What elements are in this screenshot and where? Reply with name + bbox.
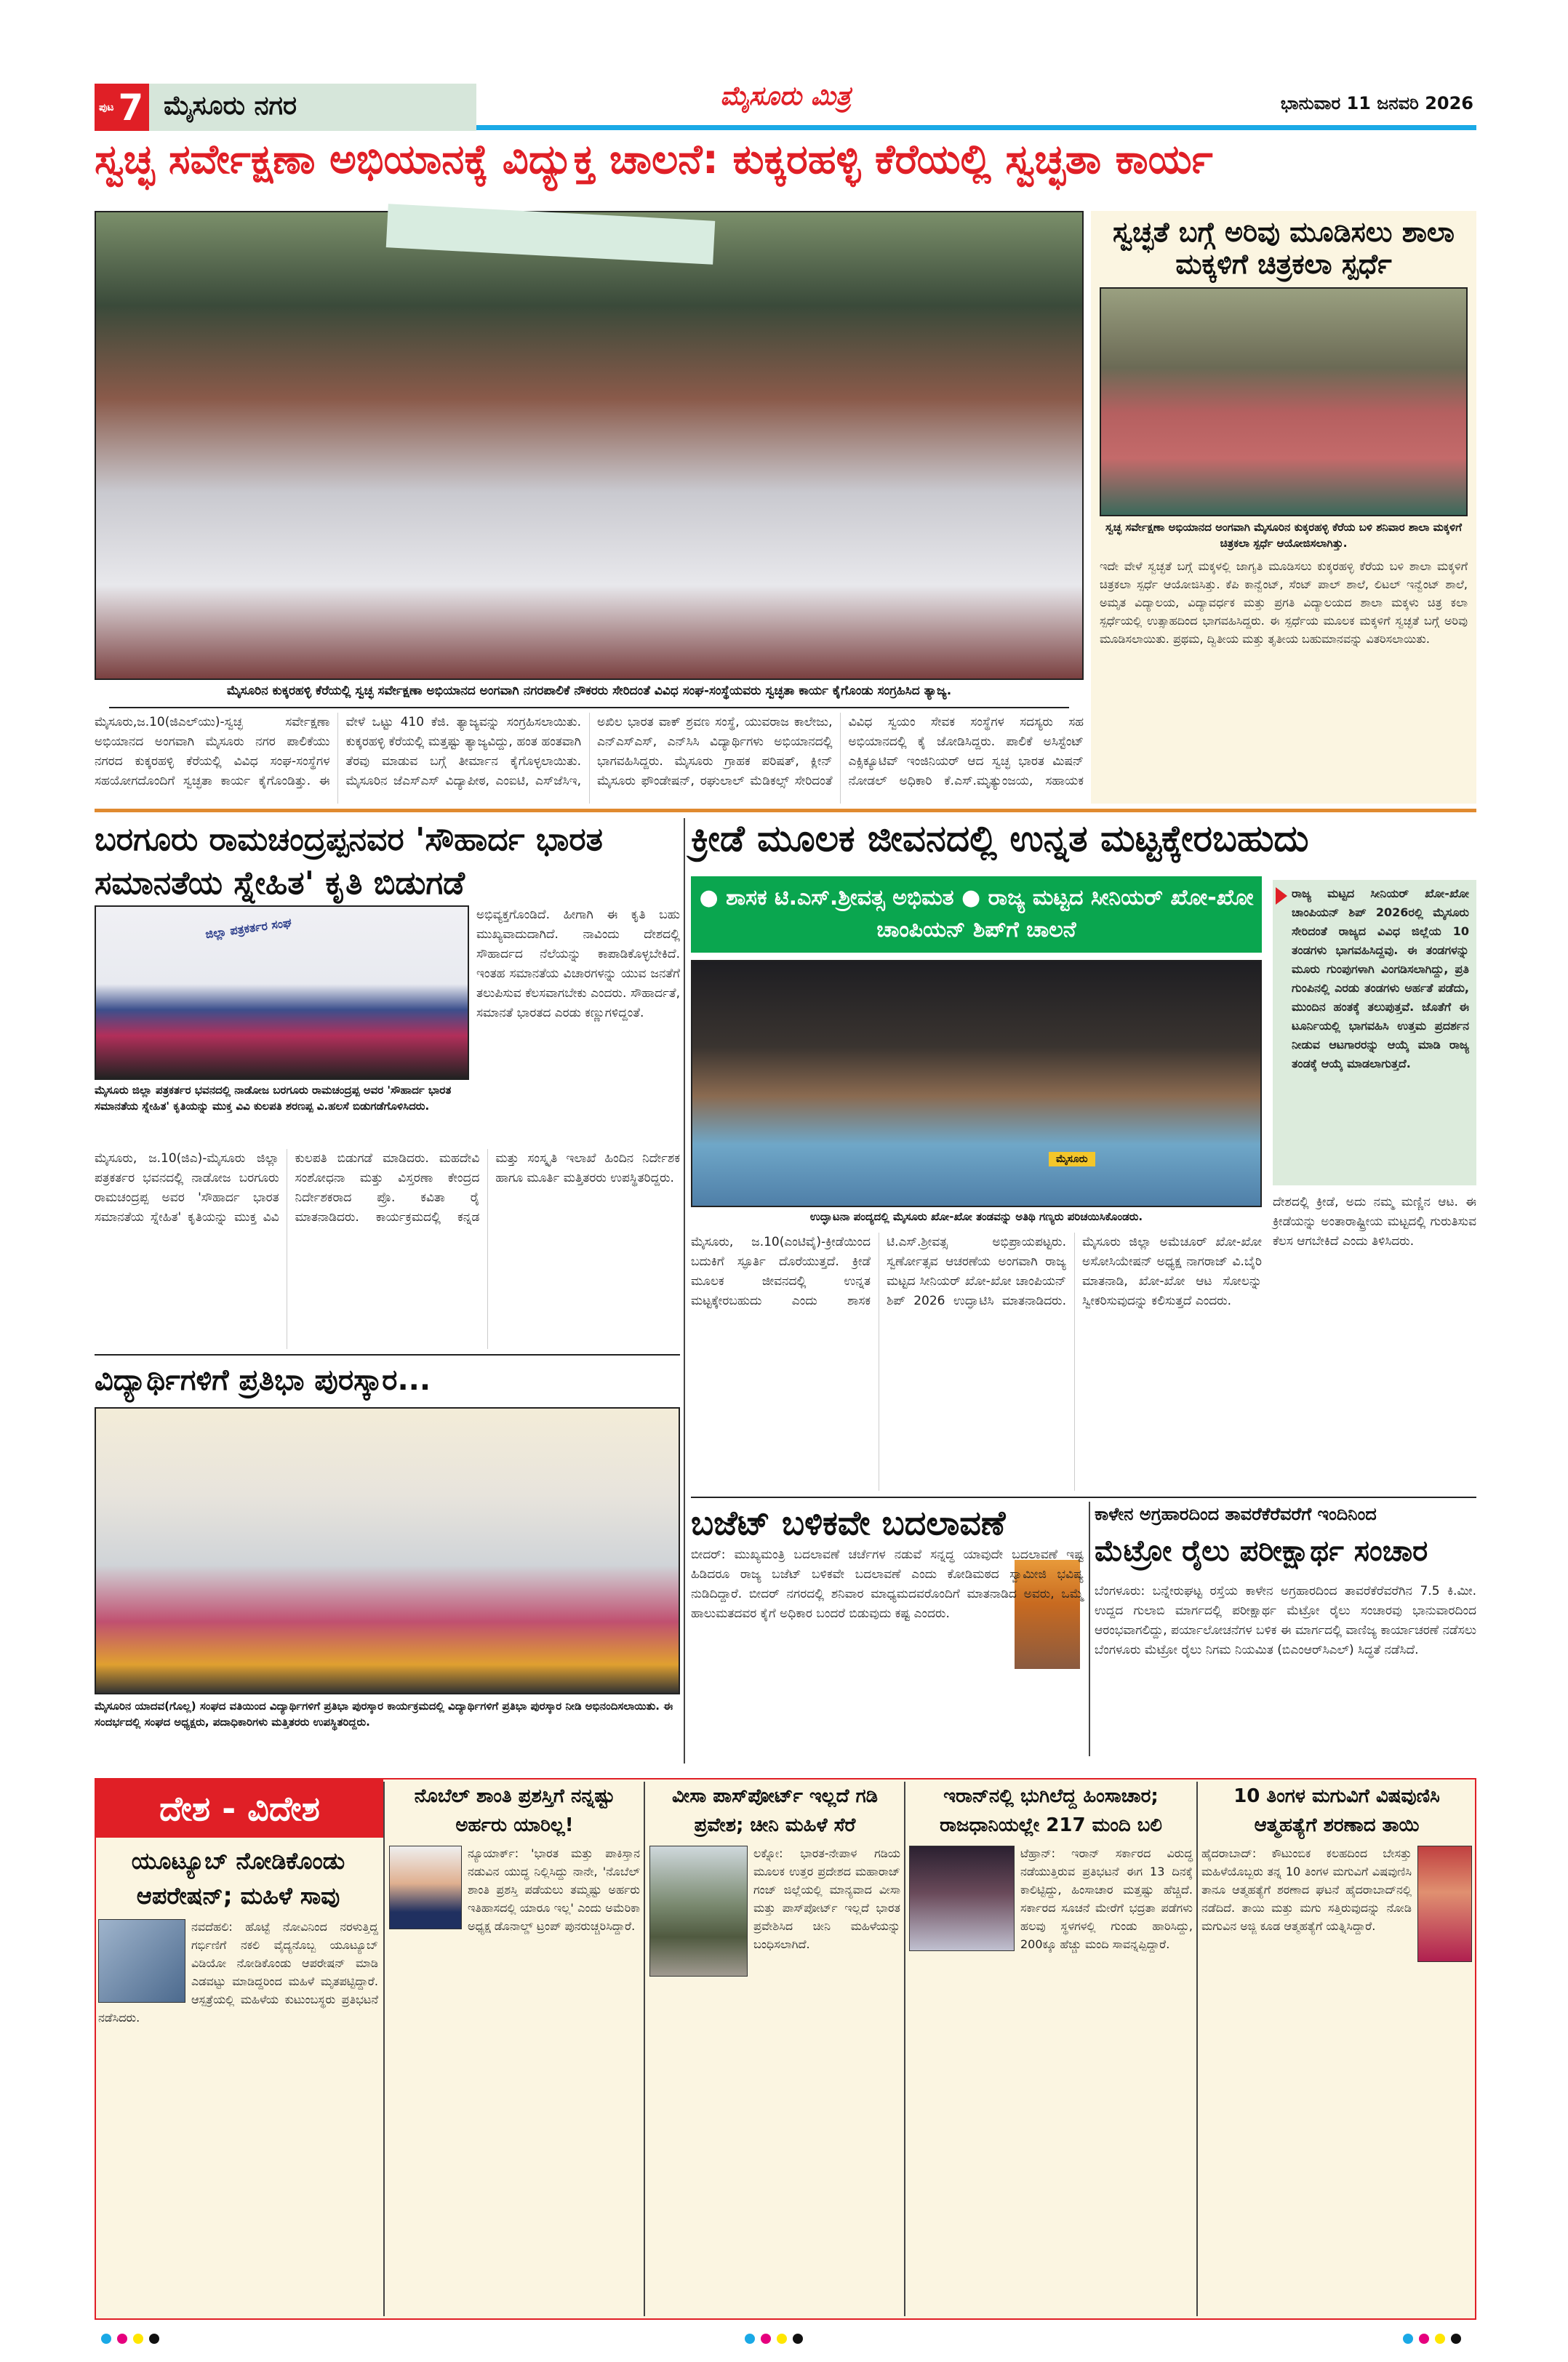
story-headline: ನೊಬೆಲ್ ಶಾಂತಿ ಪ್ರಶಸ್ತಿಗೆ ನನ್ನಷ್ಟು ಅರ್ಹರು ಯಾರಿಲ್ಲ!: [414, 1785, 615, 1836]
red-arrow-icon: [1276, 887, 1287, 905]
desh-videsh-label: ದೇಶ - ವಿದೇಶ: [96, 1779, 383, 1838]
book-photo-banner: ಜಿಲ್ಲಾ ಪತ್ರಕರ್ತರ ಸಂಘ: [204, 915, 292, 942]
story-body: ನ್ಯೂಯಾರ್ಕ್: 'ಭಾರತ ಮತ್ತು ಪಾಕಿಸ್ತಾನ ನಡುವಿನ ಯುದ್ಧ ನಿಲ್ಲಿಸಿದ್ದು ನಾನೇ, 'ನೊಬೆಲ್ ಶಾಂತಿ ಪ್ರಶಸ್ತಿ ಪಡೆಯಲು ತಮ್ಮಷ್ಟು ಅರ್ಹರು ಇತಿಹಾಸದಲ್ಲಿ ಯಾರೂ ಇಲ್ಲ' ಎಂದು ಅಮೆರಿಕಾ ಅಧ್ಯಕ್ಷ ಡೊನಾಲ್ಡ್ ಟ್ರಂಪ್ ಪುನರುಚ್ಚರಿಸಿದ್ದಾರೆ.: [468, 1846, 640, 1933]
sports-subhead-box: [691, 876, 1262, 953]
story-body: ಹೈದರಾಬಾದ್: ಕೌಟುಂಬಿಕ ಕಲಹದಿಂದ ಬೇಸತ್ತು ಮಹಿಳೆಯೊಬ್ಬರು ತನ್ನ 10 ತಿಂಗಳ ಮಗುವಿಗೆ ವಿಷವುಣಿಸಿ ತಾನೂ ಆತ್ಮಹತ್ಯೆಗೆ ಶರಣಾದ ಘಟನೆ ಹೈದರಾಬಾದ್‌ನಲ್ಲಿ ನಡೆದಿದೆ. ತಾಯಿ ಮತ್ತು ಮಗು ಸತ್ತಿರುವುದನ್ನು ನೋಡಿ ಮಗುವಿನ ಅಜ್ಜಿ ಕೂಡ ಆತ್ಮಹತ್ಯೆಗೆ ಯತ್ನಿಸಿದ್ದಾರೆ.: [1201, 1846, 1412, 1933]
section-title: ಮೈಸೂರು ನಗರ: [149, 84, 476, 131]
metro-kicker: ಕಾಳೇನ ಅಗ್ರಹಾರದಿಂದ ತಾವರೆಕೆರೆವರೆಗೆ ಇಂದಿನಿಂದ: [1095, 1504, 1377, 1524]
side-caption: ಸ್ವಚ್ಛ ಸರ್ವೇಕ್ಷಣಾ ಅಭಿಯಾನದ ಅಂಗವಾಗಿ ಮೈಸೂರಿನ ಕುಕ್ಕರಹಳ್ಳಿ ಕೆರೆಯ ಬಳಿ ಶನಿವಾರ ಶಾಲಾ ಮಕ್ಕಳಿಗೆ ಚಿತ್ರಕಲಾ ಸ್ಪರ್ಧೆ ಆಯೋಜಿಸಲಾಗಿತ್ತು.: [1105, 521, 1462, 551]
lead-body: ಮೈಸೂರು,ಜ.10(ಜಿಎಲ್‌ಯು)-ಸ್ವಚ್ಛ ಸರ್ವೇಕ್ಷಣಾ ಅಭಿಯಾನದ ಅಂಗವಾಗಿ ಮೈಸೂರು ನಗರ ಪಾಲಿಕೆಯು ನಗರದ ಕುಕ್ಕರಹಳ್ಳಿ ಕೆರೆಯಲ್ಲಿ ವಿವಿಧ ಸಂಘ-ಸಂಸ್ಥೆಗಳ ಸಹಯೋಗದೊಂದಿಗೆ ಸ್ವಚ್ಛತಾ ಕಾರ್ಯ ಕೈಗೊಂಡಿತ್ತು. ಈ ವೇಳೆ ಒಟ್ಟು 410 ಕೆಜಿ. ತ್ಯಾಜ್ಯವನ್ನು ಸಂಗ್ರಹಿಸಲಾಯಿತು. ಕುಕ್ಕರಹಳ್ಳಿ ಕೆರೆಯಲ್ಲಿ ಮತ್ತಷ್ಟು ತ್ಯಾಜ್ಯವಿದ್ದು, ಹಂತ ಹಂತವಾಗಿ ತೆರವು ಮಾಡುವ ಬಗ್ಗೆ ತೀರ್ಮಾನ ಕೈಗೊಳ್ಳಲಾಯಿತು. ಮೈಸೂರಿನ ಜೆಎಸ್‌ಎಸ್ ವಿದ್ಯಾಪೀಠ, ಎಂಐಟಿ, ಎಸ್‌ಜೆಸಿಇ, ಅಖಿಲ ಭಾರತ ವಾಕ್ ಶ್ರವಣ ಸಂಸ್ಥೆ, ಯುವರಾಜ ಕಾಲೇಜು, ಎನ್‌ಎಸ್‌ಎಸ್, ಎನ್‌ಸಿಸಿ ವಿದ್ಯಾರ್ಥಿಗಳು ಅಭಿಯಾನದಲ್ಲಿ ಭಾಗವಹಿಸಿದ್ದರು. ಮೈಸೂರು ಗ್ರಾಹಕ ಪರಿಷತ್, ಕ್ಲೀನ್ ಮೈಸೂರು ಫೌಂಡೇಷನ್, ರಘುಲಾಲ್ ಮೆಡಿಕಲ್ಸ್ ಸೇರಿದಂತೆ ವಿವಿಧ ಸ್ವಯಂ ಸೇವಕ ಸಂಸ್ಥೆಗಳ ಸದಸ್ಯರು ಸಹ ಅಭಿಯಾನದಲ್ಲಿ ಕೈ ಜೋಡಿಸಿದ್ದರು. ಪಾಲಿಕೆ ಅಸಿಸ್ಟೆಂಟ್ ಎಕ್ಸಿಕ್ಯೂಟಿವ್ ಇಂಜಿನಿಯರ್ ಆದ ಸ್ವಚ್ಛ ಭಾರತ ಮಿಷನ್ ನೋಡಲ್ ಅಧಿಕಾರಿ ಕೆ.ಎಸ್.ಮೃತ್ಯುಂಜಯ, ಸಹಾಯಕ: [95, 715, 1084, 788]
bottom-story-2: [389, 1782, 640, 2313]
column-divider: [684, 818, 685, 1764]
book-caption: ಮೈಸೂರು ಜಿಲ್ಲಾ ಪತ್ರಕರ್ತರ ಭವನದಲ್ಲಿ ನಾಡೋಜ ಬರಗೂರು ರಾಮಚಂದ್ರಪ್ಪ ಅವರ 'ಸೌಹಾರ್ದ ಭಾರತ ಸಮಾನತೆಯ ಸ್ನೇಹಿತ' ಕೃತಿಯನ್ನು ಮುಕ್ತ ವಿವಿ ಕುಲಪತಿ ಶರಣಪ್ಪ ವಿ.ಹಲಸೆ ಬಿಡುಗಡೆಗೊಳಿಸಿದರು.: [95, 1084, 452, 1113]
sports-side-body: ದೇಶದಲ್ಲಿ ಕ್ರೀಡೆ, ಅದು ನಮ್ಮ ಮಣ್ಣಿನ ಆಟ. ಈ ಕ್ರೀಡೆಯನ್ನು ಅಂತಾರಾಷ್ಟ್ರೀಯ ಮಟ್ಟದಲ್ಲಿ ಗುರುತಿಸುವ ಕೆಲಸ ಆಗಬೇಕಿದೆ ಎಂದು ತಿಳಿಸಿದರು.: [1273, 1195, 1476, 1249]
side-story: [1091, 211, 1476, 804]
registration-marks-right: [1400, 2333, 1464, 2347]
award-photo: [95, 1407, 680, 1694]
page-number-box: [95, 84, 149, 131]
soldier-photo: [649, 1846, 748, 1977]
registration-marks-center: [742, 2333, 806, 2347]
side-body: ಇದೇ ವೇಳೆ ಸ್ವಚ್ಛತೆ ಬಗ್ಗೆ ಮಕ್ಕಳಲ್ಲಿ ಜಾಗೃತಿ ಮೂಡಿಸಲು ಕುಕ್ಕರಹಳ್ಳಿ ಕೆರೆಯ ಬಳಿ ಶಾಲಾ ಮಕ್ಕಳಿಗೆ ಚಿತ್ರಕಲಾ ಸ್ಪರ್ಧೆ ಆಯೋಜಿಸಿತ್ತು. ಕೆಪಿ ಕಾನ್ವೆಂಟ್, ಸೆಂಟ್ ಪಾಲ್ ಶಾಲೆ, ಲಿಟಲ್ ಇನ್ವೆಂಟ್ ಶಾಲೆ, ಅಮೃತ ವಿದ್ಯಾಲಯ, ವಿದ್ಯಾವರ್ಧಕ ಮತ್ತು ಪ್ರಗತಿ ವಿದ್ಯಾಲಯದ ಶಾಲಾ ಮಕ್ಕಳು ಚಿತ್ರ ಕಲಾ ಸ್ಪರ್ಧೆಯಲ್ಲಿ ಉತ್ಸಾಹದಿಂದ ಭಾಗವಹಿಸಿದ್ದರು. ಈ ಸ್ಪರ್ಧೆಯ ಮೂಲಕ ಮಕ್ಕಳಿಗೆ ಸ್ವಚ್ಛತೆ ಬಗ್ಗೆ ಅರಿವು ಮೂಡಿಸಲಾಯಿತು. ಪ್ರಥಮ, ದ್ವಿತೀಯ ಮತ್ತು ತೃತೀಯ ಬಹುಮಾನವನ್ನು ವಿತರಿಸಲಾಯಿತು.: [1100, 559, 1468, 646]
protest-photo: [909, 1846, 1015, 1951]
story-headline: ಯೂಟ್ಯೂಬ್ ನೋಡಿಕೊಂಡು ಆಪರೇಷನ್; ಮಹಿಳೆ ಸಾವು: [131, 1847, 345, 1910]
budget-body: ಬೀದರ್: ಮುಖ್ಯಮಂತ್ರಿ ಬದಲಾವಣೆ ಚರ್ಚೆಗಳ ನಡುವೆ ಸನ್ನದ್ಧ ಯಾವುದೇ ಬದಲಾವಣೆ ಇಷ್ಟ ಹಿಡಿದರೂ ರಾಜ್ಯ ಬಜೆಟ್ ಬಳಿಕವೇ ಬದಲಾವಣೆ ಎಂದು ಕೋಡಿಮಠದ ಸ್ವಾಮೀಜಿ ಭವಿಷ್ಯ ನುಡಿದಿದ್ದಾರೆ. ಬೀದರ್ ನಗರದಲ್ಲಿ ಶನಿವಾರ ಮಾಧ್ಯಮದವರೊಂದಿಗೆ ಮಾತನಾಡಿದ ಅವರು, ಒಮ್ಮೆ ಹಾಲುಮತದವರ ಕೈಗೆ ಅಧಿಕಾರ ಬಂದರೆ ಬಿಡುವುದು ಕಷ್ಟ ಎಂದರು.: [691, 1548, 1084, 1621]
masthead-logo: ಮೈಸೂರು ಮಿತ್ರ: [720, 81, 851, 111]
budget-headline: ಬಜೆಟ್ ಬಳಿಕವೇ ಬದಲಾವಣೆ: [691, 1503, 1006, 1542]
bottom-story-4: [909, 1782, 1193, 2313]
book-headline: ಬರಗೂರು ರಾಮಚಂದ್ರಪ್ಪನವರ 'ಸೌಹಾರ್ದ ಭಾರತ ಸಮಾನತೆಯ ಸ್ನೇಹಿತ' ಕೃತಿ ಬಿಡುಗಡೆ: [95, 821, 603, 902]
registration-marks-left: [98, 2333, 162, 2347]
lead-caption: ಮೈಸೂರಿನ ಕುಕ್ಕರಹಳ್ಳಿ ಕೆರೆಯಲ್ಲಿ ಸ್ವಚ್ಛ ಸರ್ವೇಕ್ಷಣಾ ಅಭಿಯಾನದ ಅಂಗವಾಗಿ ನಗರಪಾಲಿಕೆ ನೌಕರರು ಸೇರಿದಂತೆ ವಿವಿಧ ಸಂಘ-ಸಂಸ್ಥೆಯವರು ಸ್ವಚ್ಛತಾ ಕಾರ್ಯ ಕೈಗೊಂಡು ಸಂಗ್ರಹಿಸಿದ ತ್ಯಾಜ್ಯ.: [226, 684, 952, 698]
book-body: ಮೈಸೂರು, ಜ.10(ಜಿಎ)-ಮೈಸೂರು ಜಿಲ್ಲಾ ಪತ್ರಕರ್ತರ ಭವನದಲ್ಲಿ ನಾಡೋಜ ಬರಗೂರು ರಾಮಚಂದ್ರಪ್ಪ ಅವರ 'ಸೌಹಾರ್ದ ಭಾರತ ಸಮಾನತೆಯ ಸ್ನೇಹಿತ' ಕೃತಿಯನ್ನು ಮುಕ್ತ ವಿವಿ ಕುಲಪತಿ ಬಿಡುಗಡೆ ಮಾಡಿದರು. ಮಹದೇವಿ ಸಂಶೋಧನಾ ಮತ್ತು ವಿಸ್ತರಣಾ ಕೇಂದ್ರದ ನಿರ್ದೇಶಕರಾದ ಪ್ರೊ. ಕವಿತಾ ರೈ ಮಾತನಾಡಿದರು. ಕಾರ್ಯಕ್ರಮದಲ್ಲಿ ಕನ್ನಡ ಮತ್ತು ಸಂಸ್ಕೃತಿ ಇಲಾಖೆ ಹಿಂದಿನ ನಿರ್ದೇಶಕ ಹಾಗೂ ಮೂರ್ತಿ ಮತ್ತಿತರರು ಉಪಸ್ಥಿತರಿದ್ದರು.: [95, 1151, 680, 1225]
story-body: ಟೆಹ್ರಾನ್: ಇರಾನ್ ಸರ್ಕಾರದ ವಿರುದ್ಧ ನಡೆಯುತ್ತಿರುವ ಪ್ರತಿಭಟನೆ ಈಗ 13 ದಿನಕ್ಕೆ ಕಾಲಿಟ್ಟಿದ್ದು, ಹಿಂಸಾಚಾರ ಮತ್ತಷ್ಟು ಹೆಚ್ಚಿದೆ. ಸರ್ಕಾರದ ಸೂಚನೆ ಮೇರೆಗೆ ಭದ್ರತಾ ಪಡೆಗಳು ಹಲವು ಸ್ಥಳಗಳಲ್ಲಿ ಗುಂಡು ಹಾರಿಸಿದ್ದು, 200ಕ್ಕೂ ಹೆಚ್ಚು ಮಂದಿ ಸಾವನ್ನಪ್ಪಿದ್ದಾರೆ.: [1020, 1846, 1193, 1951]
column-divider: [383, 1782, 385, 2316]
mother-photo: [1417, 1846, 1472, 1962]
award-caption: ಮೈಸೂರಿನ ಯಾದವ(ಗೊಲ್ಲ) ಸಂಘದ ವತಿಯಿಂದ ವಿದ್ಯಾರ್ಥಿಗಳಿಗೆ ಪ್ರತಿಭಾ ಪುರಸ್ಕಾರ ಕಾರ್ಯಕ್ರಮದಲ್ಲಿ ವಿದ್ಯಾರ್ಥಿಗಳಿಗೆ ಪ್ರತಿಭಾ ಪುರಸ್ಕಾರ ನೀಡಿ ಅಭಿನಂದಿಸಲಾಯಿತು. ಈ ಸಂದರ್ಭದಲ್ಲಿ ಸಂಘದ ಅಧ್ಯಕ್ಷರು, ಪದಾಧಿಕಾರಿಗಳು ಮತ್ತಿತರರು ಉಪಸ್ಥಿತರಿದ್ದರು.: [95, 1700, 673, 1729]
page-number: 7: [118, 86, 144, 129]
book-photo: [95, 905, 469, 1080]
page-label: ಪುಟ: [99, 101, 114, 113]
metro-headline: ಮೆಟ್ರೋ ರೈಲು ಪರೀಕ್ಷಾರ್ಥ ಸಂಚಾರ: [1095, 1534, 1428, 1568]
lead-photo: [95, 211, 1084, 680]
bottom-story-1: [98, 1843, 378, 2313]
book-side-text: ಅಭಿವ್ಯಕ್ತಗೊಂಡಿದೆ. ಹೀಗಾಗಿ ಈ ಕೃತಿ ಬಹು ಮುಖ್ಯವಾದುದಾಗಿದೆ. ನಾವಿಂದು ದೇಶದಲ್ಲಿ ಸೌಹಾರ್ದದ ನೆಲೆಯನ್ನು ಕಾಪಾಡಿಕೊಳ್ಳಬೇಕಿದೆ. ಇಂತಹ ಸಮಾನತೆಯ ವಿಚಾರಗಳನ್ನು ಯುವ ಜನತೆಗೆ ತಲುಪಿಸುವ ಕೆಲಸವಾಗಬೇಕು ಎಂದರು. ಸೌಹಾರ್ದತೆ, ಸಮಾನತೆ ಭಾರತದ ಎರಡು ಕಣ್ಣುಗಳಿದ್ದಂತೆ.: [476, 908, 680, 1020]
column-divider: [1089, 1502, 1090, 1756]
issue-date: ಭಾನುವಾರ 11 ಜನವರಿ 2026: [1280, 93, 1473, 113]
sports-subhead-1: ● ಶಾಸಕ ಟಿ.ಎಸ್.ಶ್ರೀವತ್ಸ ಅಭಿಮತ: [699, 885, 954, 910]
story-body: ನವದೆಹಲಿ: ಹೊಟ್ಟೆ ನೋವಿನಿಂದ ನರಳುತ್ತಿದ್ದ ಗರ್ಭಿಣಿಗೆ ನಕಲಿ ವೈದ್ಯನೊಬ್ಬ ಯೂಟ್ಯೂಬ್ ವಿಡಿಯೋ ನೋಡಿಕೊಂಡು ಆಪರೇಷನ್ ಮಾಡಿ ಎಡವಟ್ಟು ಮಾಡಿದ್ದರಿಂದ ಮಹಿಳೆ ಮೃತಪಟ್ಟಿದ್ದಾರೆ. ಆಸ್ಪತ್ರೆಯಲ್ಲಿ ಮಹಿಳೆಯ ಕುಟುಂಬಸ್ಥರು ಪ್ರತಿಭಟನೆ ನಡೆಸಿದರು.: [98, 1920, 378, 2025]
header-rule: [476, 125, 1476, 130]
sports-headline: ಕ್ರೀಡೆ ಮೂಲಕ ಜೀವನದಲ್ಲಿ ಉನ್ನತ ಮಟ್ಟಕ್ಕೇರಬಹುದು: [691, 817, 1309, 860]
divider: [691, 1497, 1476, 1498]
sports-highlight-box: [1273, 880, 1476, 1185]
sports-subhead-2: ● ರಾಜ್ಯ ಮಟ್ಟದ ಸೀನಿಯರ್ ಖೋ-ಖೋ ಚಾಂಪಿಯನ್ ಶಿಪ್‌ಗೆ ಚಾಲನೆ: [876, 885, 1254, 942]
story-photo: [98, 1919, 185, 2003]
column-divider: [904, 1782, 905, 2316]
trump-photo: [389, 1846, 462, 1929]
side-photo: [1100, 287, 1468, 516]
column-divider: [644, 1782, 645, 2316]
story-headline: 10 ತಿಂಗಳ ಮಗುವಿಗೆ ವಿಷವುಣಿಸಿ ಆತ್ಮಹತ್ಯೆಗೆ ಶರಣಾದ ತಾಯಿ: [1233, 1785, 1440, 1836]
bottom-story-5: [1201, 1782, 1472, 2313]
sports-photo: [691, 960, 1262, 1207]
lead-headline: ಸ್ವಚ್ಛ ಸರ್ವೇಕ್ಷಣಾ ಅಭಿಯಾನಕ್ಕೆ ವಿದ್ಯುಕ್ತ ಚಾಲನೆ: ಕುಕ್ಕರಹಳ್ಳಿ ಕೆರೆಯಲ್ಲಿ ಸ್ವಚ್ಛತಾ ಕಾರ್ಯ: [95, 136, 1213, 183]
story-headline: ಇರಾನ್‌ನಲ್ಲಿ ಭುಗಿಲೆದ್ದ ಹಿಂಸಾಚಾರ; ರಾಜಧಾನಿಯಲ್ಲೇ 217 ಮಂದಿ ಬಲಿ: [940, 1785, 1162, 1836]
section-rule: [95, 809, 1476, 812]
sports-body: ಮೈಸೂರು, ಜ.10(ಎಂಟಿವೈ)-ಕ್ರೀಡೆಯಿಂದ ಬದುಕಿಗೆ ಸ್ಫೂರ್ತಿ ದೊರೆಯುತ್ತದೆ. ಕ್ರೀಡೆ ಮೂಲಕ ಜೀವನದಲ್ಲಿ ಉನ್ನತ ಮಟ್ಟಕ್ಕೇರಬಹುದು ಎಂದು ಶಾಸಕ ಟಿ.ಎಸ್.ಶ್ರೀವತ್ಸ ಅಭಿಪ್ರಾಯಪಟ್ಟರು. ಸ್ವರ್ಣೋತ್ಸವ ಆಚರಣೆಯ ಅಂಗವಾಗಿ ರಾಜ್ಯ ಮಟ್ಟದ ಸೀನಿಯರ್ ಖೋ-ಖೋ ಚಾಂಪಿಯನ್ ಶಿಪ್ 2026 ಉದ್ಘಾಟಿಸಿ ಮಾತನಾಡಿದರು. ಮೈಸೂರು ಜಿಲ್ಲಾ ಅಮೆಚೂರ್ ಖೋ-ಖೋ ಅಸೋಸಿಯೇಷನ್ ಅಧ್ಯಕ್ಷ ನಾಗರಾಜ್ ವಿ.ಬೈರಿ ಮಾತನಾಡಿ, ಖೋ-ಖೋ ಆಟ ಸೋಲನ್ನು ಸ್ವೀಕರಿಸುವುದನ್ನು ಕಲಿಸುತ್ತದೆ ಎಂದರು.: [691, 1235, 1262, 1308]
side-headline: ಸ್ವಚ್ಛತೆ ಬಗ್ಗೆ ಅರಿವು ಮೂಡಿಸಲು ಶಾಲಾ ಮಕ್ಕಳಿಗೆ ಚಿತ್ರಕಲಾ ಸ್ಪರ್ಧೆ: [1113, 216, 1455, 280]
story-body: ಲಕ್ನೋ: ಭಾರತ-ನೇಪಾಳ ಗಡಿಯ ಮೂಲಕ ಉತ್ತರ ಪ್ರದೇಶದ ಮಹಾರಾಜ್ ಗಂಜ್ ಜಿಲ್ಲೆಯಲ್ಲಿ ಮಾನ್ಯವಾದ ವೀಸಾ ಮತ್ತು ಪಾಸ್‌ಪೋರ್ಟ್ ಇಲ್ಲದೆ ಭಾರತ ಪ್ರವೇಶಿಸಿದ ಚೀನಿ ಮಹಿಳೆಯನ್ನು ಬಂಧಿಸಲಾಗಿದೆ.: [753, 1846, 900, 1951]
divider: [95, 1354, 680, 1356]
swachhata-banner: [386, 204, 716, 264]
sports-photo-banner: ಮೈಸೂರು: [1049, 1152, 1095, 1166]
metro-body: ಬೆಂಗಳೂರು: ಬನ್ನೇರುಘಟ್ಟ ರಸ್ತೆಯ ಕಾಳೇನ ಅಗ್ರಹಾರದಿಂದ ತಾವರೆಕೆರೆವರೆಗಿನ 7.5 ಕಿ.ಮೀ. ಉದ್ದದ ಗುಲಾಬಿ ಮಾರ್ಗದಲ್ಲಿ ಪರೀಕ್ಷಾರ್ಥ ಮೆಟ್ರೋ ರೈಲು ಸಂಚಾರವು ಭಾನುವಾರದಿಂದ ಆರಂಭವಾಗಲಿದ್ದು, ಪರ್ಯಾಲೋಚನೆಗಳ ಬಳಿಕ ಈ ಮಾರ್ಗದಲ್ಲಿ ವಾಣಿಜ್ಯ ಕಾರ್ಯಾಚರಣೆ ನಡೆಸಲು ಬೆಂಗಳೂರು ಮೆಟ್ರೋ ರೈಲು ನಿಗಮ ನಿಯಮಿತ (ಬಿಎಂಆರ್‌ಸಿಎಲ್) ಸಿದ್ಧತೆ ನಡೆಸಿದೆ.: [1095, 1584, 1476, 1657]
divider: [109, 707, 1069, 708]
story-headline: ವೀಸಾ ಪಾಸ್‌ಪೋರ್ಟ್ ಇಲ್ಲದೆ ಗಡಿ ಪ್ರವೇಶ; ಚೀನಿ ಮಹಿಳೆ ಸೆರೆ: [671, 1785, 879, 1836]
award-headline: ವಿದ್ಯಾರ್ಥಿಗಳಿಗೆ ಪ್ರತಿಭಾ ಪುರಸ್ಕಾರ...: [95, 1364, 431, 1397]
column-divider: [1196, 1782, 1198, 2316]
sports-caption: ಉದ್ಘಾಟನಾ ಪಂದ್ಯದಲ್ಲಿ ಮೈಸೂರು ಖೋ-ಖೋ ತಂಡವನ್ನು ಅತಿಥಿ ಗಣ್ಯರು ಪರಿಚಯಿಸಿಕೊಂಡರು.: [809, 1210, 1143, 1223]
bottom-story-3: [649, 1782, 900, 2313]
sports-highlight-text: ರಾಜ್ಯ ಮಟ್ಟದ ಸೀನಿಯರ್ ಖೋ-ಖೋ ಚಾಂಪಿಯನ್ ಶಿಪ್ 2026ರಲ್ಲಿ ಮೈಸೂರು ಸೇರಿದಂತೆ ರಾಜ್ಯದ ವಿವಿಧ ಜಿಲ್ಲೆಯ 10 ತಂಡಗಳು ಭಾಗವಹಿಸಿದ್ದವು. ಈ ತಂಡಗಳನ್ನು ಮೂರು ಗುಂಪುಗಳಾಗಿ ವಿಂಗಡಿಸಲಾಗಿದ್ದು, ಪ್ರತಿ ಗುಂಪಿನಲ್ಲಿ ಎರಡು ತಂಡಗಳು ಅರ್ಹತೆ ಪಡೆದು, ಮುಂದಿನ ಹಂತಕ್ಕೆ ತಲುಪುತ್ತವೆ. ಜೊತೆಗೆ ಈ ಟೂರ್ನಿಯಲ್ಲಿ ಭಾಗವಹಿಸಿ ಉತ್ತಮ ಪ್ರದರ್ಶನ ನೀಡುವ ಆಟಗಾರರನ್ನು ಆಯ್ಕೆ ಮಾಡಿ ರಾಜ್ಯ ತಂಡಕ್ಕೆ ಆಯ್ಕೆ ಮಾಡಲಾಗುತ್ತದೆ.: [1292, 886, 1469, 1070]
